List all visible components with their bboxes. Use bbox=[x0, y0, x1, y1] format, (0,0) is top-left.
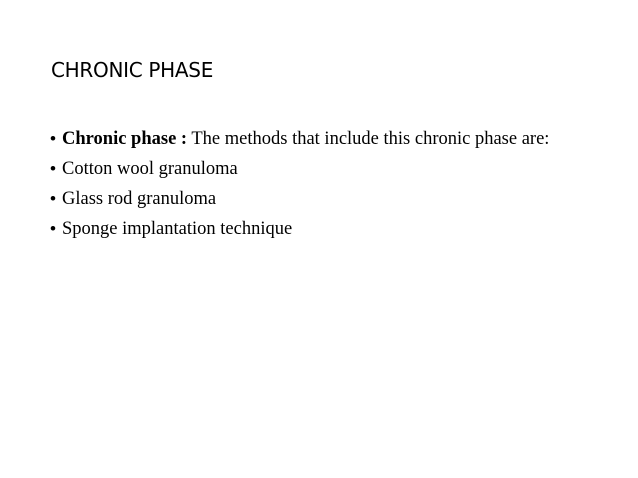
list-item bbox=[50, 188, 610, 210]
bullet-term: Chronic phase : bbox=[62, 129, 188, 149]
bullet-text: The methods that include this chronic phase are: bbox=[187, 129, 550, 149]
bullet-list bbox=[50, 128, 610, 248]
bullet-icon: • bbox=[50, 219, 56, 238]
bullet-icon: • bbox=[50, 159, 56, 178]
bullet-icon: • bbox=[50, 129, 56, 148]
bullet-icon: • bbox=[50, 189, 56, 208]
list-item bbox=[50, 128, 610, 150]
bullet-text: Sponge implantation technique bbox=[62, 219, 293, 239]
list-item bbox=[50, 218, 610, 240]
list-item bbox=[50, 158, 610, 180]
slide-title: CHRONIC PHASE bbox=[51, 58, 214, 82]
bullet-text: Cotton wool granuloma bbox=[62, 159, 238, 179]
bullet-text: Glass rod granuloma bbox=[62, 189, 217, 209]
